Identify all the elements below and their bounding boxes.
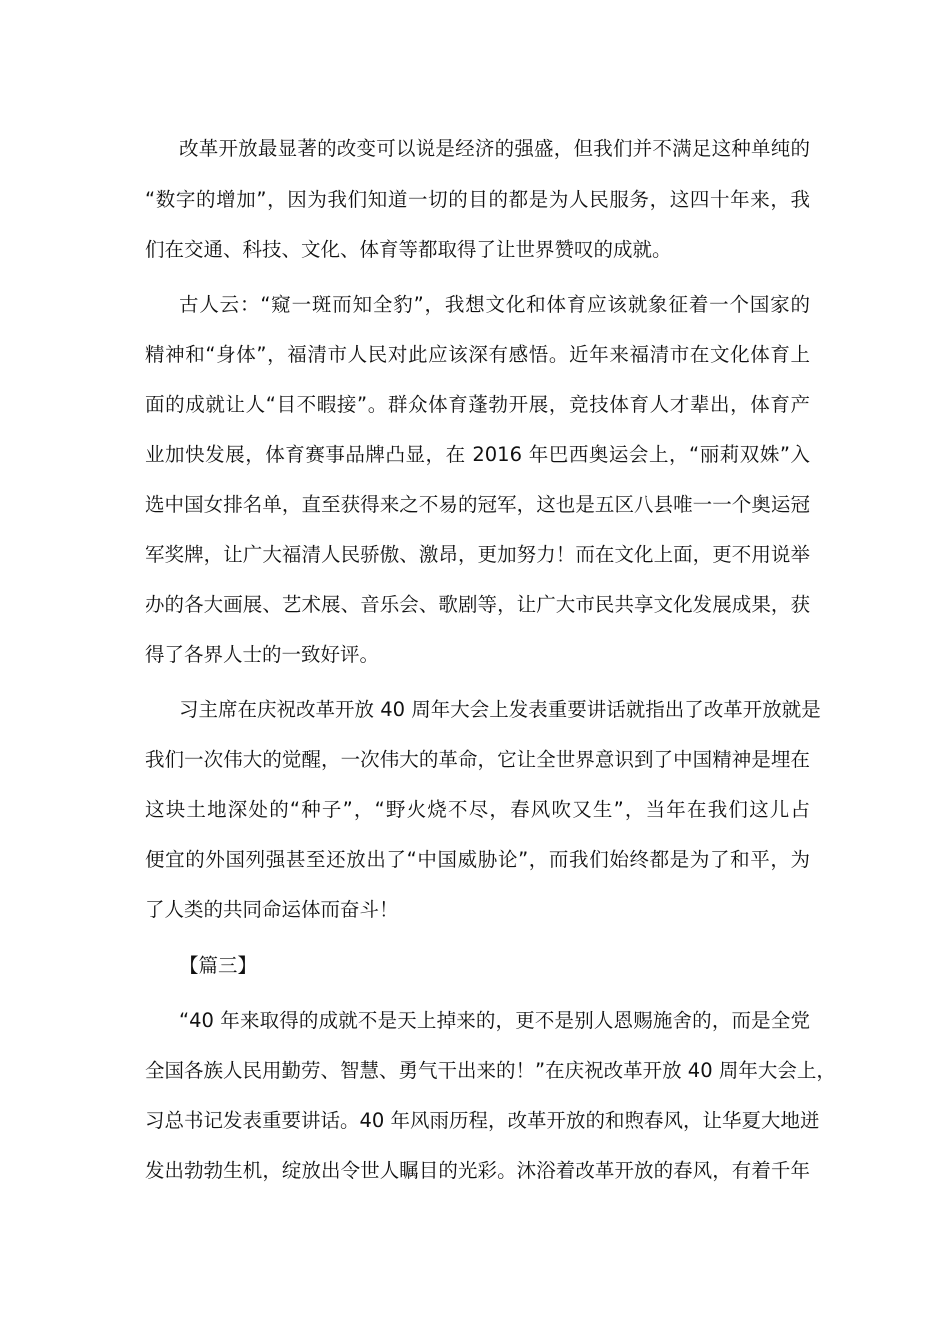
paragraph-2-line-8: 得了各界人士的一致好评。 — [145, 643, 380, 666]
paragraph-1-line-3: 们在交通、科技、文化、体育等都取得了让世界赞叹的成就。 — [145, 238, 672, 261]
section-heading: 【篇三】 — [179, 954, 258, 977]
paragraph-3-line-1: 习主席在庆祝改革开放 40 周年大会上发表重要讲话就指出了改革开放就是 — [179, 698, 821, 721]
paragraph-4-line-2: 全国各族人民用勤劳、智慧、勇气干出来的！”在庆祝改革开放 40 周年大会上， — [145, 1059, 836, 1082]
paragraph-4-line-3: 习总书记发表重要讲话。40 年风雨历程，改革开放的和煦春风，让华夏大地迸 — [145, 1109, 820, 1132]
paragraph-2-line-6: 军奖牌，让广大福清人民骄傲、激昂，更加努力！而在文化上面，更不用说举 — [145, 543, 810, 566]
paragraph-3-line-2: 我们一次伟大的觉醒，一次伟大的革命，它让全世界意识到了中国精神是埋在 — [145, 748, 810, 771]
paragraph-2-line-1: 古人云：“窥一斑而知全豹”，我想文化和体育应该就象征着一个国家的 — [179, 293, 810, 316]
paragraph-1-line-2: “数字的增加”，因为我们知道一切的目的都是为人民服务，这四十年来，我 — [145, 188, 810, 211]
paragraph-2-line-3: 面的成就让人“目不暇接”。群众体育蓬勃开展，竞技体育人才辈出，体育产 — [145, 393, 810, 416]
paragraph-3-line-3: 这块土地深处的“种子”，“野火烧不尽，春风吹又生”，当年在我们这儿占 — [145, 798, 810, 821]
paragraph-3-line-4: 便宜的外国列强甚至还放出了“中国威胁论”，而我们始终都是为了和平，为 — [145, 848, 810, 871]
paragraph-2-line-2: 精神和“身体”，福清市人民对此应该深有感悟。近年来福清市在文化体育上 — [145, 343, 810, 366]
paragraph-2-line-4: 业加快发展，体育赛事品牌凸显，在 2016 年巴西奥运会上，“丽莉双姝”入 — [145, 443, 810, 466]
paragraph-4-line-4: 发出勃勃生机，绽放出令世人瞩目的光彩。沐浴着改革开放的春风，有着千年 — [145, 1159, 810, 1182]
paragraph-2-line-7: 办的各大画展、艺术展、音乐会、歌剧等，让广大市民共享文化发展成果，获 — [145, 593, 810, 616]
paragraph-1-line-1: 改革开放最显著的改变可以说是经济的强盛，但我们并不满足这种单纯的 — [179, 137, 810, 160]
paragraph-2-line-5: 选中国女排名单，直至获得来之不易的冠军，这也是五区八县唯一一个奥运冠 — [145, 493, 810, 516]
paragraph-3-line-5: 了人类的共同命运体而奋斗！ — [145, 898, 399, 921]
paragraph-4-line-1: “40 年来取得的成就不是天上掉来的，更不是别人恩赐施舍的，而是全党 — [179, 1009, 810, 1032]
